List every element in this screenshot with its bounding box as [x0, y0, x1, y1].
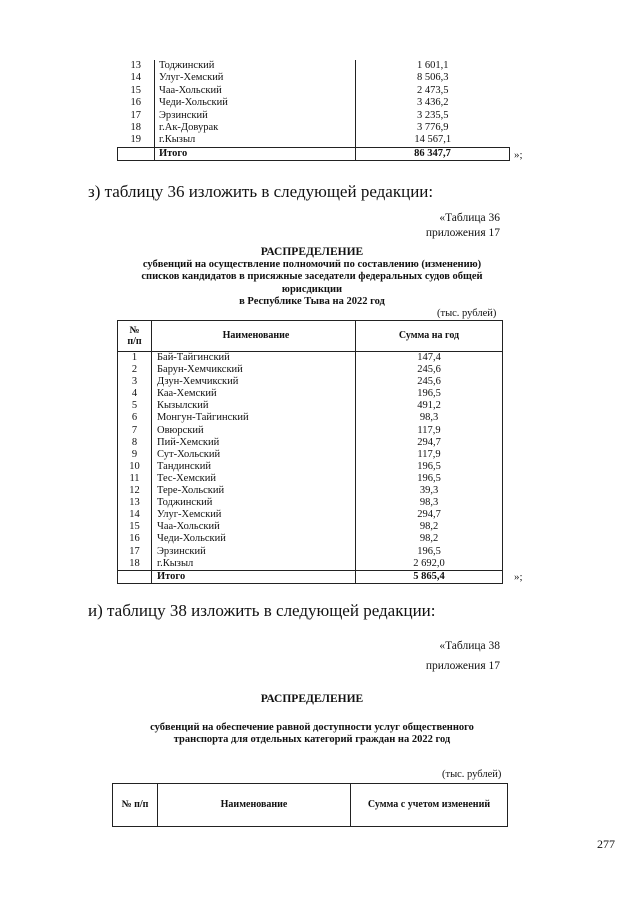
row-number: 4 [118, 388, 152, 400]
paragraph-z: з) таблицу 36 изложить в следующей редакции: [88, 182, 434, 201]
row-sum: 3 235,5 [417, 109, 449, 121]
row-number: 9 [118, 449, 152, 461]
table-row [118, 449, 503, 461]
table-row [118, 110, 510, 122]
table-row [118, 400, 503, 412]
row-sum: 14 567,1 [414, 134, 452, 146]
row-sum: 245,6 [356, 364, 503, 376]
row-sum: 3 436,2 [417, 97, 449, 109]
table-38-note [426, 636, 500, 676]
table-row [118, 376, 503, 388]
row-sum: 39,3 [356, 485, 503, 497]
heading-38-line1: субвенций на обеспечение равной доступности услуг общественного [150, 721, 474, 733]
table-row [118, 558, 503, 571]
table-row [118, 509, 503, 521]
heading-38-line2: транспорта для отдельных категорий граждан на 2022 год [173, 734, 451, 745]
row-sum: 117,9 [356, 425, 503, 437]
row-name: Тере-Хольский [152, 485, 356, 497]
page-number: 277 [597, 837, 615, 851]
header-sum: Сумма с учетом изменений [351, 784, 508, 827]
row-sum: 196,5 [356, 546, 503, 558]
row-sum: 98,2 [356, 521, 503, 533]
table-row [118, 521, 503, 533]
table-36-header [118, 321, 503, 352]
row-number: 6 [118, 412, 152, 424]
row-name: Бай-Тайгинский [152, 352, 356, 365]
table-38-header [113, 784, 508, 827]
row-number: 1 [118, 352, 152, 365]
heading-38-title: РАСПРЕДЕЛЕНИЕ [260, 693, 364, 705]
row-name: г.Кызыл [155, 134, 356, 147]
table-row [118, 60, 510, 72]
row-name: Сут-Хольский [152, 449, 356, 461]
row-sum: 196,5 [356, 461, 503, 473]
table-row [118, 72, 510, 84]
table-row-total [118, 570, 503, 583]
table-row [118, 122, 510, 134]
row-number: 18 [118, 558, 152, 571]
row-sum: 8 506,3 [417, 72, 449, 84]
row-name: Кызылский [152, 400, 356, 412]
row-sum: 147,4 [356, 352, 503, 365]
heading-36-line1: субвенций на осуществление полномочий по составлению (изменению) [142, 258, 482, 270]
row-sum: 245,6 [356, 376, 503, 388]
header-number: № п/п [113, 784, 158, 827]
table-row [118, 364, 503, 376]
table-36-note-line2: приложения 17 [425, 227, 500, 239]
row-name: Чеди-Хольский [155, 97, 356, 109]
row-number: 14 [118, 509, 152, 521]
row-name: Тоджинский [152, 497, 356, 509]
row-sum: 3 776,9 [417, 121, 449, 133]
table-36 [117, 320, 503, 584]
row-name: Овюрский [152, 425, 356, 437]
table-row [118, 546, 503, 558]
row-number: 8 [118, 437, 152, 449]
row-name: Улуг-Хемский [155, 72, 356, 84]
row-sum: 196,5 [356, 473, 503, 485]
row-number: 17 [118, 110, 155, 122]
table-row [118, 461, 503, 473]
row-name: г.Кызыл [152, 558, 356, 571]
row-number: 18 [118, 122, 155, 134]
table-row [118, 412, 503, 424]
row-name: Тандинский [152, 461, 356, 473]
total-label: Итого [155, 147, 356, 160]
table-row [118, 533, 503, 545]
row-name: Чаа-Хольский [152, 521, 356, 533]
table-row [118, 85, 510, 97]
total-sum: 5 865,4 [356, 570, 503, 583]
row-number: 13 [118, 497, 152, 509]
unit-label-36: (тыс. рублей) [437, 308, 497, 319]
row-number: 14 [118, 72, 155, 84]
row-name: Дзун-Хемчикский [152, 376, 356, 388]
table-row [118, 425, 503, 437]
heading-36-title: РАСПРЕДЕЛЕНИЕ [260, 246, 364, 258]
row-sum: 196,5 [356, 388, 503, 400]
row-number: 19 [118, 134, 155, 147]
table-row-total [118, 147, 510, 160]
row-number: 16 [118, 97, 155, 109]
table-38-heading [110, 693, 514, 747]
row-number: 7 [118, 425, 152, 437]
row-number: 15 [118, 85, 155, 97]
row-name: Тоджинский [155, 60, 356, 72]
row-sum: 117,9 [356, 449, 503, 461]
row-sum: 98,3 [356, 497, 503, 509]
row-name: Барун-Хемчикский [152, 364, 356, 376]
row-name: Чеди-Хольский [152, 533, 356, 545]
row-name: Пий-Хемский [152, 437, 356, 449]
table-36-note-line1: «Таблица 36 [439, 212, 500, 224]
total-label: Итого [152, 570, 356, 583]
row-name: Монгун-Тайгинский [152, 412, 356, 424]
header-number: № п/п [118, 321, 152, 352]
table-row [118, 97, 510, 109]
row-name: Тес-Хемский [152, 473, 356, 485]
table-row [118, 134, 510, 147]
row-number: 15 [118, 521, 152, 533]
unit-label-38: (тыс. рублей) [442, 769, 502, 780]
table-38 [112, 783, 508, 827]
table-row [118, 485, 503, 497]
table-38-note-line1: «Таблица 38 [439, 640, 500, 652]
row-sum: 98,3 [356, 412, 503, 424]
row-number: 13 [118, 60, 155, 72]
row-number: 12 [118, 485, 152, 497]
heading-36-line2: списков кандидатов в присяжные заседатели федеральных судов общей [141, 271, 483, 282]
closing-quote: »; [514, 149, 523, 161]
closing-quote: »; [514, 571, 523, 583]
row-number: 10 [118, 461, 152, 473]
heading-36-line3: юрисдикции [281, 283, 343, 295]
row-name: г.Ак-Довурак [155, 122, 356, 134]
table-row [118, 473, 503, 485]
row-number: 2 [118, 364, 152, 376]
row-name: Чаа-Хольский [155, 85, 356, 97]
row-number: 17 [118, 546, 152, 558]
header-name: Наименование [152, 321, 356, 352]
total-sum: 86 347,7 [356, 147, 510, 160]
table-36-note [426, 211, 500, 241]
row-sum: 2 692,0 [356, 558, 503, 571]
table-row [118, 388, 503, 400]
table-top-continuation [117, 60, 510, 161]
row-name: Эрзинский [155, 110, 356, 122]
row-name: Улуг-Хемский [152, 509, 356, 521]
row-number: 5 [118, 400, 152, 412]
row-name: Эрзинский [152, 546, 356, 558]
row-name: Каа-Хемский [152, 388, 356, 400]
row-sum: 1 601,1 [417, 60, 449, 71]
row-sum: 294,7 [356, 509, 503, 521]
row-sum: 2 473,5 [417, 84, 449, 96]
table-36-heading [110, 246, 514, 309]
table-row [118, 437, 503, 449]
header-name: Наименование [158, 784, 351, 827]
header-sum: Сумма на год [356, 321, 503, 352]
row-number: 3 [118, 376, 152, 388]
table-row [118, 497, 503, 509]
table-row [118, 352, 503, 365]
table-38-note-line2: приложения 17 [425, 660, 500, 672]
row-sum: 294,7 [356, 437, 503, 449]
row-sum: 98,2 [356, 533, 503, 545]
paragraph-i: и) таблицу 38 изложить в следующей редакции: [88, 601, 436, 620]
heading-36-line4: в Республике Тыва на 2022 год [239, 296, 385, 307]
row-sum: 491,2 [356, 400, 503, 412]
row-number: 11 [118, 473, 152, 485]
row-number: 16 [118, 533, 152, 545]
